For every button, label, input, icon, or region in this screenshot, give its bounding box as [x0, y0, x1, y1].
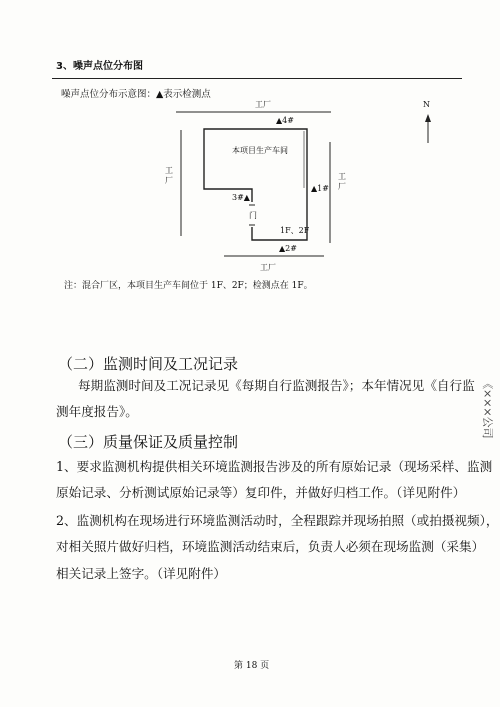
factory-label-left: 工 厂: [165, 166, 173, 185]
monitoring-point-2: ▲2#: [279, 244, 297, 253]
factory-label-top: 工厂: [255, 100, 271, 109]
figure-caption: 噪声点位分布示意图：▲表示检测点: [61, 89, 211, 100]
figure-note: 注：混合厂区，本项目生产车间位于 1F、2F；检测点在 1F。: [64, 281, 313, 291]
door-label: 门: [249, 211, 257, 220]
factory-label-right: 工 厂: [338, 172, 346, 191]
section-three-line-1: 1、要求监测机构提供相关环境监测报告涉及的所有原始记录（现场采样、监测: [56, 459, 493, 474]
north-label: N: [423, 100, 430, 109]
section-three-line-3: 2、监测机构在现场进行环境监测活动时，全程跟踪并现场拍照（或拍摄视频），: [56, 513, 499, 528]
section-two-paragraph-line-1: 每期监测时间及工况记录见《每期自行监测报告》；本年情况见《自行监: [78, 378, 475, 393]
section-three-line-2: 原始记录、分析测试原始记录等）复印件，并做好归档工作。（详见附件）: [56, 485, 466, 500]
monitoring-point-4: ▲4#: [276, 116, 294, 125]
north-arrow-head: [425, 114, 431, 122]
section-three-heading: （三）质量保证及质量控制: [58, 433, 239, 451]
section-3-heading: 3、噪声点位分布图: [56, 61, 143, 72]
monitoring-point-3: 3#▲: [232, 193, 250, 202]
monitoring-point-1: ▲1#: [311, 184, 329, 193]
factory-label-bottom: 工厂: [260, 263, 276, 272]
floor-label: 1F、2F: [280, 226, 310, 235]
building-label: 本项目生产车间: [232, 146, 288, 155]
margin-note: 《×××公司: [481, 378, 494, 439]
section-two-paragraph-line-2: 测年度报告》。: [56, 404, 138, 419]
section-three-line-4: 对相关照片做好归档，环境监测活动结束后，负责人必须在现场监测（采集）: [56, 539, 485, 554]
section-two-heading: （二）监测时间及工况记录: [58, 355, 239, 373]
section-three-line-5: 相关记录上签字。（详见附件）: [56, 566, 227, 581]
page-number: 第 18 页: [234, 661, 270, 671]
